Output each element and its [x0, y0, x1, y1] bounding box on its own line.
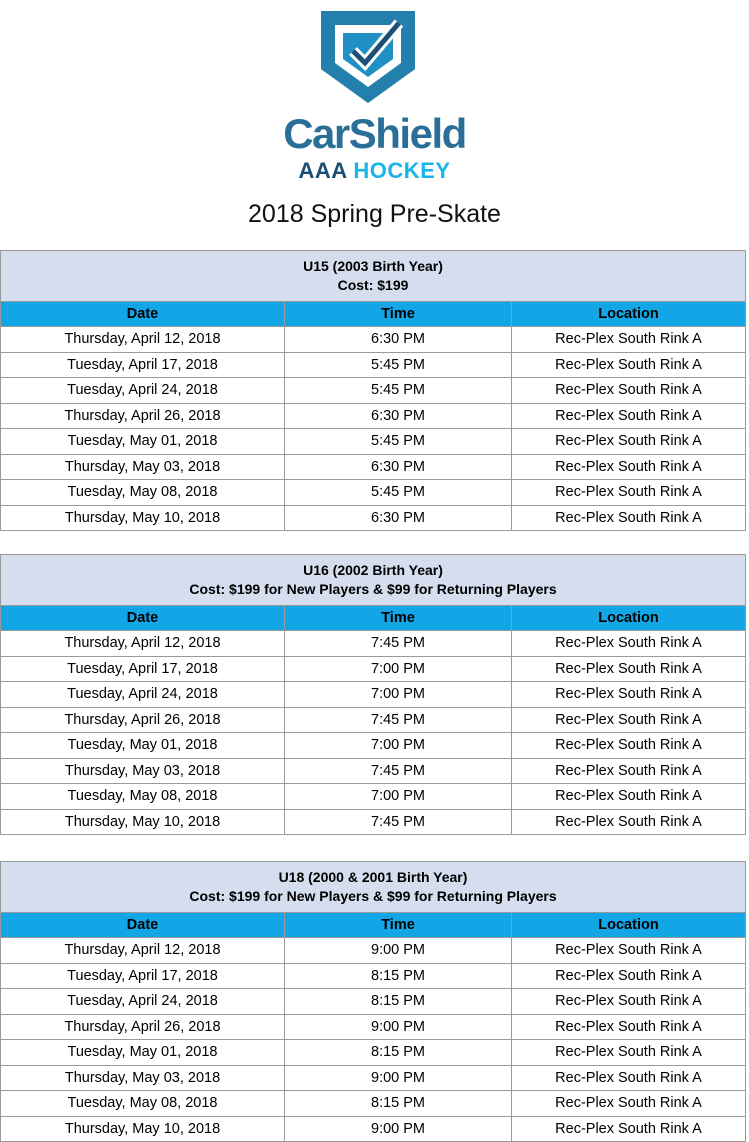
table-row	[1, 938, 746, 964]
schedule-table	[0, 861, 746, 1142]
table-row	[1, 707, 746, 733]
time-cell: 9:00 PM	[285, 1116, 512, 1142]
page-title: 2018 Spring Pre-Skate	[248, 200, 501, 228]
date-cell: Tuesday, May 08, 2018	[1, 480, 285, 506]
time-cell: 7:00 PM	[285, 682, 512, 708]
column-header-time: Time	[285, 606, 512, 631]
time-cell: 6:30 PM	[285, 505, 512, 531]
column-header-location: Location	[512, 606, 746, 631]
date-cell: Tuesday, May 01, 2018	[1, 429, 285, 455]
location-cell: Rec-Plex South Rink A	[512, 656, 746, 682]
location-cell: Rec-Plex South Rink A	[512, 352, 746, 378]
location-cell: Rec-Plex South Rink A	[512, 631, 746, 657]
location-cell: Rec-Plex South Rink A	[512, 938, 746, 964]
column-header-location: Location	[512, 302, 746, 327]
location-cell: Rec-Plex South Rink A	[512, 429, 746, 455]
time-cell: 6:30 PM	[285, 327, 512, 353]
location-cell: Rec-Plex South Rink A	[512, 784, 746, 810]
shield-logo-icon	[313, 3, 423, 108]
brand-sub-hockey: HOCKEY	[353, 158, 451, 183]
date-cell: Tuesday, April 24, 2018	[1, 378, 285, 404]
table-row	[1, 454, 746, 480]
location-cell: Rec-Plex South Rink A	[512, 707, 746, 733]
section-title: U15 (2003 Birth Year)	[303, 258, 443, 274]
date-cell: Tuesday, May 08, 2018	[1, 1091, 285, 1117]
location-cell: Rec-Plex South Rink A	[512, 733, 746, 759]
date-cell: Tuesday, April 17, 2018	[1, 656, 285, 682]
time-cell: 5:45 PM	[285, 352, 512, 378]
section-cost: Cost: $199 for New Players & $99 for Returning Players	[189, 888, 557, 904]
table-row	[1, 1065, 746, 1091]
section-header	[1, 862, 746, 913]
table-row	[1, 656, 746, 682]
section-header	[1, 251, 746, 302]
date-cell: Thursday, April 12, 2018	[1, 938, 285, 964]
table-row	[1, 505, 746, 531]
section-title: U16 (2002 Birth Year)	[303, 562, 443, 578]
time-cell: 5:45 PM	[285, 378, 512, 404]
column-header-time: Time	[285, 913, 512, 938]
date-cell: Thursday, April 26, 2018	[1, 707, 285, 733]
time-cell: 7:45 PM	[285, 707, 512, 733]
time-cell: 8:15 PM	[285, 1091, 512, 1117]
section-cost: Cost: $199	[337, 277, 409, 293]
date-cell: Thursday, April 12, 2018	[1, 327, 285, 353]
column-header-date: Date	[1, 606, 285, 631]
table-row	[1, 1116, 746, 1142]
location-cell: Rec-Plex South Rink A	[512, 1091, 746, 1117]
date-cell: Thursday, May 03, 2018	[1, 758, 285, 784]
table-row	[1, 809, 746, 835]
time-cell: 7:45 PM	[285, 809, 512, 835]
table-row	[1, 403, 746, 429]
location-cell: Rec-Plex South Rink A	[512, 989, 746, 1015]
location-cell: Rec-Plex South Rink A	[512, 1040, 746, 1066]
date-cell: Tuesday, April 17, 2018	[1, 352, 285, 378]
time-cell: 7:00 PM	[285, 656, 512, 682]
time-cell: 9:00 PM	[285, 938, 512, 964]
time-cell: 6:30 PM	[285, 454, 512, 480]
location-cell: Rec-Plex South Rink A	[512, 1116, 746, 1142]
location-cell: Rec-Plex South Rink A	[512, 454, 746, 480]
table-row	[1, 1014, 746, 1040]
time-cell: 9:00 PM	[285, 1065, 512, 1091]
time-cell: 8:15 PM	[285, 1040, 512, 1066]
time-cell: 9:00 PM	[285, 1014, 512, 1040]
section-title: U18 (2000 & 2001 Birth Year)	[278, 869, 468, 885]
date-cell: Thursday, May 10, 2018	[1, 809, 285, 835]
time-cell: 8:15 PM	[285, 963, 512, 989]
date-cell: Tuesday, May 01, 2018	[1, 733, 285, 759]
column-header-location: Location	[512, 913, 746, 938]
location-cell: Rec-Plex South Rink A	[512, 809, 746, 835]
date-cell: Thursday, May 10, 2018	[1, 1116, 285, 1142]
table-row	[1, 327, 746, 353]
section-header	[1, 555, 746, 606]
date-cell: Tuesday, April 24, 2018	[1, 989, 285, 1015]
time-cell: 6:30 PM	[285, 403, 512, 429]
table-row	[1, 784, 746, 810]
table-row	[1, 758, 746, 784]
time-cell: 8:15 PM	[285, 989, 512, 1015]
column-header-time: Time	[285, 302, 512, 327]
location-cell: Rec-Plex South Rink A	[512, 963, 746, 989]
location-cell: Rec-Plex South Rink A	[512, 480, 746, 506]
schedule-table	[0, 250, 746, 531]
table-row	[1, 1091, 746, 1117]
column-header-date: Date	[1, 913, 285, 938]
brand-logo	[0, 0, 749, 190]
location-cell: Rec-Plex South Rink A	[512, 327, 746, 353]
location-cell: Rec-Plex South Rink A	[512, 1014, 746, 1040]
time-cell: 5:45 PM	[285, 429, 512, 455]
table-row	[1, 378, 746, 404]
table-row	[1, 352, 746, 378]
column-header-date: Date	[1, 302, 285, 327]
table-row	[1, 963, 746, 989]
date-cell: Thursday, April 12, 2018	[1, 631, 285, 657]
table-row	[1, 733, 746, 759]
date-cell: Thursday, May 03, 2018	[1, 1065, 285, 1091]
location-cell: Rec-Plex South Rink A	[512, 758, 746, 784]
location-cell: Rec-Plex South Rink A	[512, 682, 746, 708]
location-cell: Rec-Plex South Rink A	[512, 1065, 746, 1091]
location-cell: Rec-Plex South Rink A	[512, 403, 746, 429]
date-cell: Thursday, May 10, 2018	[1, 505, 285, 531]
date-cell: Thursday, April 26, 2018	[1, 1014, 285, 1040]
date-cell: Tuesday, April 24, 2018	[1, 682, 285, 708]
table-row	[1, 989, 746, 1015]
date-cell: Tuesday, May 08, 2018	[1, 784, 285, 810]
schedule-table	[0, 554, 746, 835]
date-cell: Tuesday, May 01, 2018	[1, 1040, 285, 1066]
table-row	[1, 429, 746, 455]
location-cell: Rec-Plex South Rink A	[512, 505, 746, 531]
table-row	[1, 631, 746, 657]
table-row	[1, 1040, 746, 1066]
date-cell: Tuesday, April 17, 2018	[1, 963, 285, 989]
date-cell: Thursday, April 26, 2018	[1, 403, 285, 429]
section-cost: Cost: $199 for New Players & $99 for Returning Players	[189, 581, 557, 597]
date-cell: Thursday, May 03, 2018	[1, 454, 285, 480]
time-cell: 7:45 PM	[285, 758, 512, 784]
time-cell: 5:45 PM	[285, 480, 512, 506]
brand-subtitle	[0, 158, 749, 184]
time-cell: 7:00 PM	[285, 733, 512, 759]
time-cell: 7:00 PM	[285, 784, 512, 810]
table-row	[1, 682, 746, 708]
table-row	[1, 480, 746, 506]
brand-name: CarShield	[283, 110, 466, 157]
brand-sub-aaa: AAA	[298, 158, 347, 183]
time-cell: 7:45 PM	[285, 631, 512, 657]
location-cell: Rec-Plex South Rink A	[512, 378, 746, 404]
